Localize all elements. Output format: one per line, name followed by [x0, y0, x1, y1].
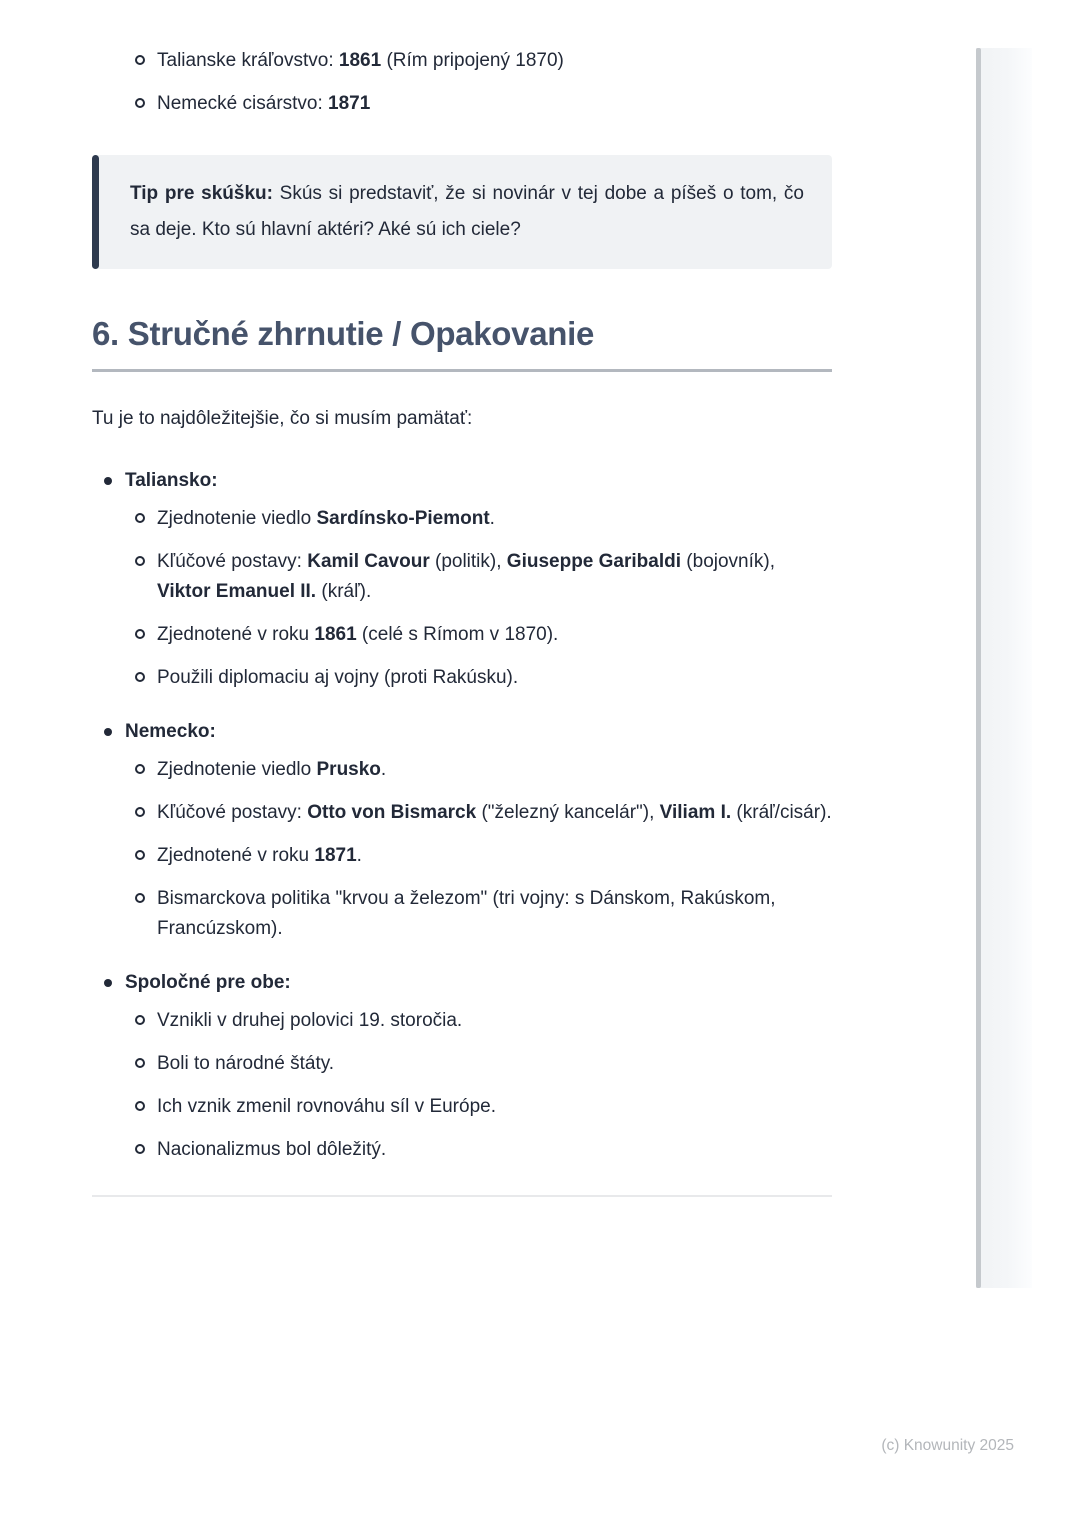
group-items [92, 755, 832, 944]
circle-bullet-icon [135, 1101, 145, 1111]
group-label: Taliansko: [125, 470, 218, 491]
group-heading [92, 717, 832, 747]
group-items [92, 1006, 832, 1165]
list-item [135, 46, 832, 76]
circle-bullet-icon [135, 1058, 145, 1068]
group-label: Spoločné pre obe: [125, 972, 291, 993]
list-item [135, 1006, 832, 1036]
circle-bullet-icon [135, 764, 145, 774]
copyright-text: (c) Knowunity 2025 [881, 1437, 1014, 1454]
summary-group-nemecko [92, 717, 832, 944]
disc-bullet-icon [104, 979, 112, 987]
list-item-text: Kľúčové postavy: Otto von Bismarck ("železný kancelár"), Viliam I. (kráľ/cisár). [157, 802, 832, 823]
disc-bullet-icon [104, 477, 112, 485]
list-item-text: Zjednotenie viedlo Sardínsko-Piemont. [157, 508, 495, 529]
list-item-text: Ich vznik zmenil rovnováhu síl v Európe. [157, 1096, 496, 1117]
circle-bullet-icon [135, 556, 145, 566]
list-item-text: Kľúčové postavy: Kamil Cavour (politik), Giuseppe Garibaldi (bojovník), Viktor Emanuel II. (kráľ). [157, 551, 775, 602]
heading-underline [92, 369, 832, 372]
list-item [135, 884, 832, 944]
summary-group-spolocne [92, 968, 832, 1165]
list-item [135, 504, 832, 534]
exam-tip-callout [92, 155, 832, 269]
list-item [135, 1049, 832, 1079]
list-item-text: Vznikli v druhej polovici 19. storočia. [157, 1010, 463, 1031]
circle-bullet-icon [135, 893, 145, 903]
section-divider [92, 1195, 832, 1197]
circle-bullet-icon [135, 98, 145, 108]
list-item [135, 547, 832, 607]
list-item-text: Bismarckova politika "krvou a železom" (tri vojny: s Dánskom, Rakúskom, Francúzskom). [157, 888, 776, 939]
section-heading: 6. Stručné zhrnutie / Opakovanie [92, 315, 595, 352]
list-item-text: Talianske kráľovstvo: 1861 (Rím pripojený 1870) [157, 50, 564, 71]
list-item [135, 663, 832, 693]
list-item [135, 841, 832, 871]
scrollbar-track[interactable] [976, 48, 1032, 1288]
list-item-text: Zjednotené v roku 1861 (celé s Rímom v 1870). [157, 624, 559, 645]
group-heading [92, 968, 832, 998]
disc-bullet-icon [104, 728, 112, 736]
group-heading [92, 466, 832, 496]
circle-bullet-icon [135, 807, 145, 817]
list-item-text: Použili diplomaciu aj vojny (proti Rakúsku). [157, 667, 519, 688]
list-item-text: Zjednotenie viedlo Prusko. [157, 759, 387, 780]
document-content [92, 0, 832, 1197]
list-item [135, 755, 832, 785]
circle-bullet-icon [135, 629, 145, 639]
list-item-text: Zjednotené v roku 1871. [157, 845, 362, 866]
intro-paragraph: Tu je to najdôležitejšie, čo si musím pamätať: [92, 408, 473, 429]
list-item-text: Nacionalizmus bol dôležitý. [157, 1139, 387, 1160]
scrollbar-thumb[interactable] [976, 48, 981, 1288]
tip-text: Tip pre skúšku: Skús si predstaviť, že si novinár v tej dobe a píšeš o tom, čo sa deje. Kto sú hlavní aktéri? Aké sú ich ciele? [130, 183, 804, 240]
circle-bullet-icon [135, 672, 145, 682]
circle-bullet-icon [135, 1144, 145, 1154]
list-item [135, 1135, 832, 1165]
circle-bullet-icon [135, 1015, 145, 1025]
list-item-text: Boli to národné štáty. [157, 1053, 335, 1074]
circle-bullet-icon [135, 513, 145, 523]
summary-list [92, 466, 832, 1165]
circle-bullet-icon [135, 850, 145, 860]
group-label: Nemecko: [125, 721, 216, 742]
list-item [135, 1092, 832, 1122]
circle-bullet-icon [135, 55, 145, 65]
list-item [135, 620, 832, 650]
group-items [92, 504, 832, 693]
continued-list [92, 0, 832, 119]
summary-group-taliansko [92, 466, 832, 693]
list-item [135, 89, 832, 119]
callout-accent-bar [92, 155, 99, 269]
list-item-text: Nemecké cisárstvo: 1871 [157, 93, 371, 114]
list-item [135, 798, 832, 828]
